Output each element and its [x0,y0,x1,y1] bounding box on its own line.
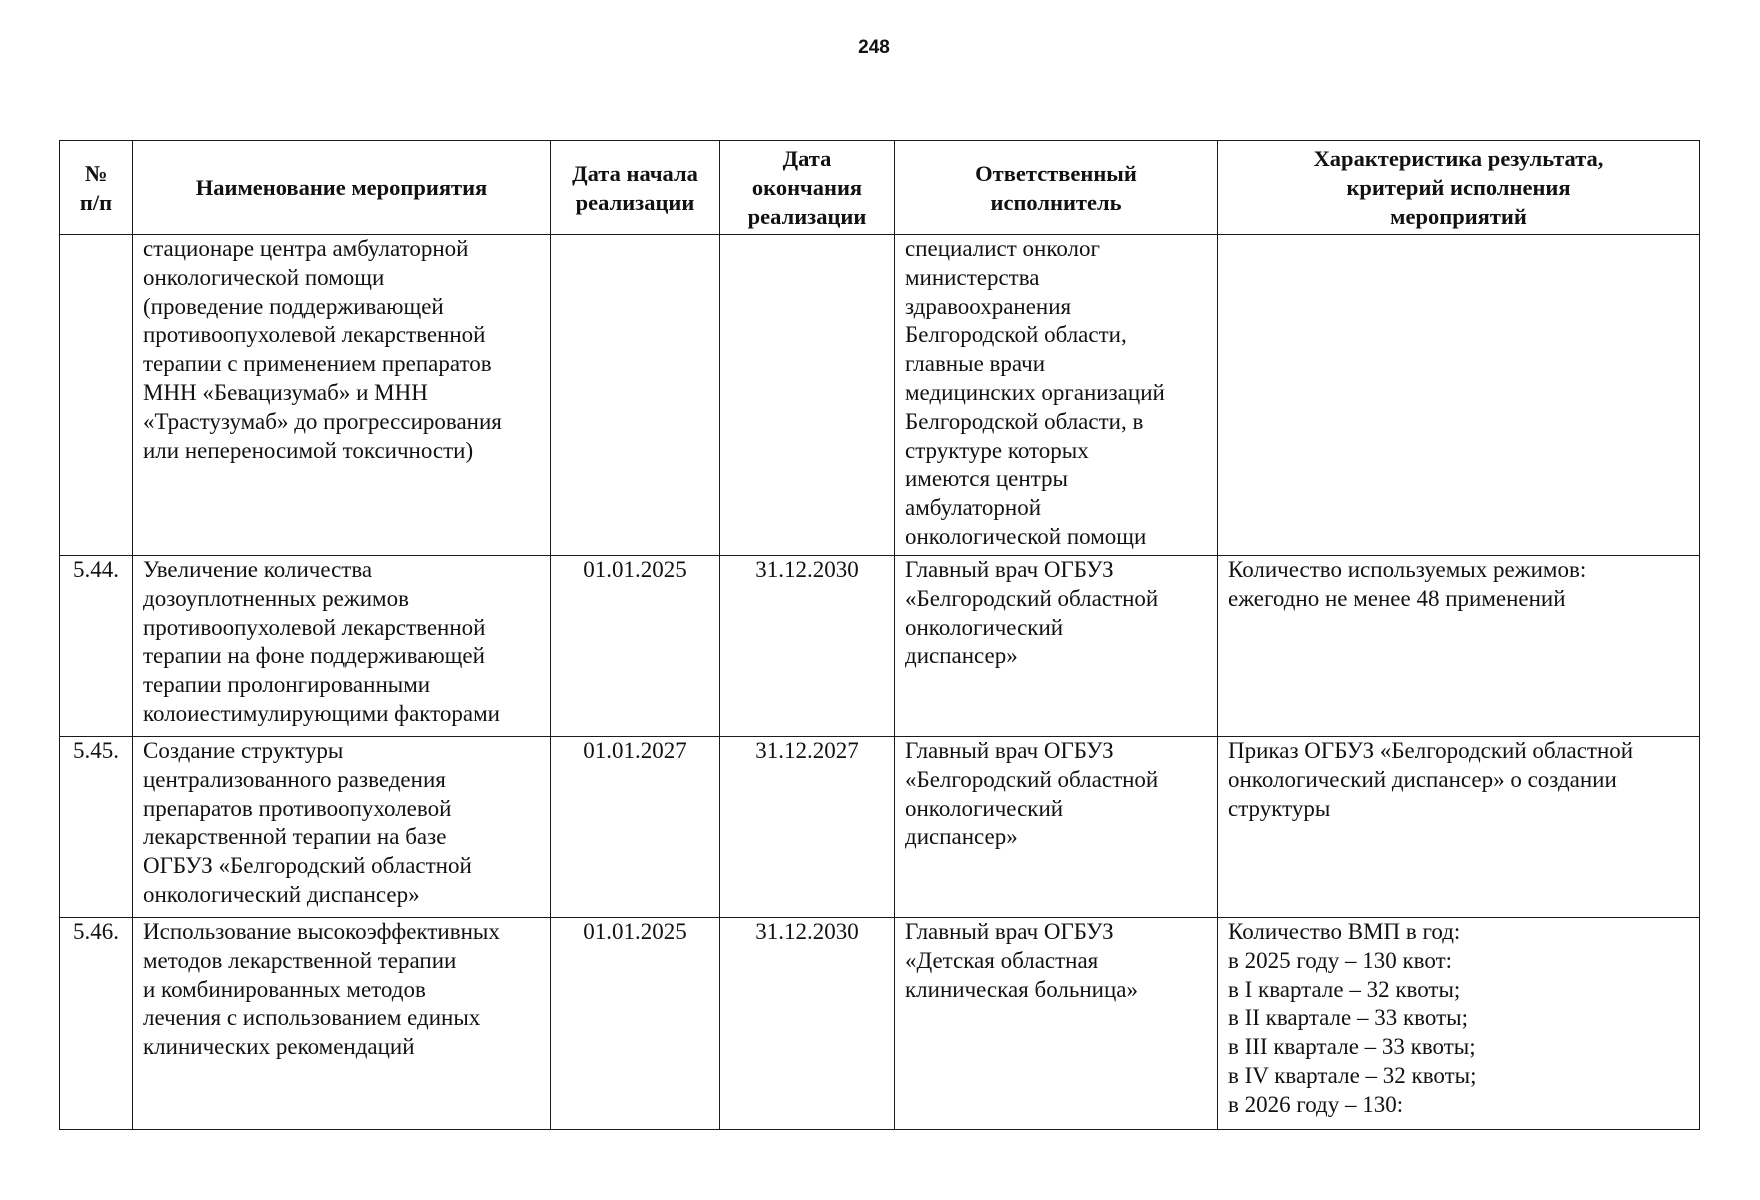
row-number [60,235,133,556]
table-row [60,235,1700,556]
responsible: Главный врач ОГБУЗ «Белгородский областной онкологический диспансер» [895,737,1218,918]
start-date: 01.01.2025 [551,556,720,737]
header-number: № п/п [60,141,133,235]
result: Приказ ОГБУЗ «Белгородский областной онкологический диспансер» о создании структуры [1218,737,1700,918]
result [1218,235,1700,556]
end-date: 31.12.2030 [720,918,895,1130]
start-date [551,235,720,556]
activity-name: стационаре центра амбулаторной онкологической помощи (проведение поддерживающей противоопухолевой лекарственной терапии с применением препаратов МНН «Бевацизумаб» и МНН «Трастузумаб» до прогрессирования или непереносимой токсичности) [133,235,551,556]
row-number: 5.44. [60,556,133,737]
responsible: Главный врач ОГБУЗ «Детская областная клиническая больница» [895,918,1218,1130]
table-row [60,918,1700,1130]
responsible: Главный врач ОГБУЗ «Белгородский областной онкологический диспансер» [895,556,1218,737]
activity-name: Создание структуры централизованного разведения препаратов противоопухолевой лекарственной терапии на базе ОГБУЗ «Белгородский областной онкологический диспансер» [133,737,551,918]
activities-table [59,140,1700,1130]
header-activity-name: Наименование мероприятия [133,141,551,235]
header-responsible: Ответственный исполнитель [895,141,1218,235]
end-date: 31.12.2027 [720,737,895,918]
table-row [60,556,1700,737]
row-number: 5.45. [60,737,133,918]
responsible: специалист онколог министерства здравоохранения Белгородской области, главные врачи медицинских организаций Белгородской области, в структуре которых имеются центры амбулаторной онкологической помощи [895,235,1218,556]
page-number: 248 [858,37,890,58]
end-date: 31.12.2030 [720,556,895,737]
row-number: 5.46. [60,918,133,1130]
result: Количество используемых режимов: ежегодно не менее 48 применений [1218,556,1700,737]
table-header-row [60,141,1700,235]
activity-name: Увеличение количества дозоуплотненных режимов противоопухолевой лекарственной терапии на фоне поддерживающей терапии пролонгированными колоиестимулирующими факторами [133,556,551,737]
table-row [60,737,1700,918]
result: Количество ВМП в год: в 2025 году – 130 квот: в I квартале – 32 квоты; в II квартале – 33 квоты; в III квартале – 33 квоты; в IV квартале – 32 квоты; в 2026 году – 130: [1218,918,1700,1130]
activity-name: Использование высокоэффективных методов лекарственной терапии и комбинированных методов лечения с использованием единых клинических рекомендаций [133,918,551,1130]
start-date: 01.01.2027 [551,737,720,918]
start-date: 01.01.2025 [551,918,720,1130]
header-start-date: Дата начала реализации [551,141,720,235]
header-end-date: Дата окончания реализации [720,141,895,235]
end-date [720,235,895,556]
header-result: Характеристика результата, критерий исполнения мероприятий [1218,141,1700,235]
